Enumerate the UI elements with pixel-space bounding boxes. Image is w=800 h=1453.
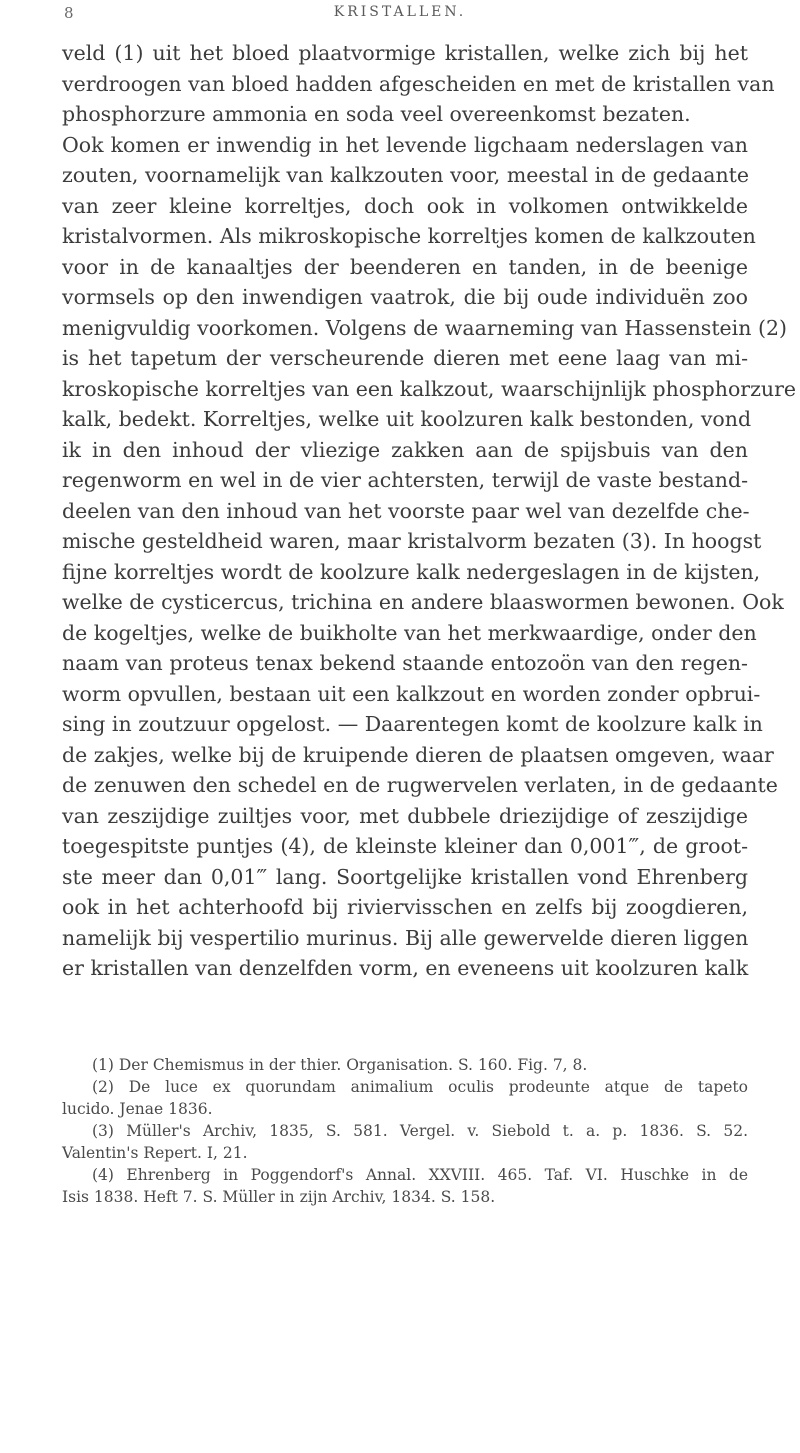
text-line: de kogeltjes, welke de buikholte van het merkwaardige, onder den [62, 620, 757, 645]
text-line: zouten, voornamelijk van kalkzouten voor, meestal in de gedaante [62, 163, 750, 187]
text-line: fijne korreltjes wordt de koolzure kalk nedergeslagen in de kijsten, [62, 559, 761, 584]
text-line: vormsels op den inwendigen vaatrok, die bij oude individuën zoo [62, 285, 748, 309]
text-line: is het tapetum der verscheurende dieren met eene laag van mi- [62, 346, 748, 370]
footnote-line: (2) De luce ex quorundam animalium oculis prodeunte atque de tapeto [92, 1078, 748, 1096]
text-line: voor in de kanaaltjes der beenderen en tanden, in de beenige [62, 254, 748, 279]
footnote-line: (4) Ehrenberg in Poggendorf's Annal. XXVIII. 465. Taf. VI. Huschke in de [92, 1166, 748, 1184]
text-line: mische gesteldheid waren, maar kristalvorm bezaten (3). In hoogst [62, 529, 762, 553]
text-line: Ook komen er inwendig in het levende ligchaam nederslagen van [62, 132, 748, 157]
text-line: de zakjes, welke bij de kruipende dieren de plaatsen omgeven, waar [62, 742, 774, 767]
text-line: ste meer dan 0,01‴ lang. Soortgelijke kristallen vond Ehrenberg [62, 864, 748, 889]
footnote-line: (3) Müller's Archiv, 1835, S. 581. Vergel. v. Siebold t. a. p. 1836. S. 52. [92, 1122, 748, 1140]
text-line: phosphorzure ammonia en soda veel overeenkomst bezaten. [62, 102, 691, 126]
text-line: kristalvormen. Als mikroskopische korreltjes komen de kalkzouten [62, 224, 756, 248]
text-line: verdroogen van bloed hadden afgescheiden en met de kristallen van [62, 71, 775, 96]
text-line: ik in den inhoud der vliezige zakken aan de spijsbuis van den [62, 437, 748, 462]
text-line: van zeszijdige zuiltjes voor, met dubbele driezijdige of zeszijdige [62, 803, 748, 828]
text-line: naam van proteus tenax bekend staande entozoön van den regen- [62, 651, 748, 675]
text-line: kroskopische korreltjes van een kalkzout, waarschijnlijk phosphorzure [62, 376, 797, 401]
footnote-line: lucido. Jenae 1836. [62, 1100, 213, 1118]
footnote-line: Valentin's Repert. I, 21. [62, 1144, 248, 1162]
footnote-line: (1) Der Chemismus in der thier. Organisation. S. 160. Fig. 7, 8. [92, 1056, 588, 1074]
footnote-line: Isis 1838. Heft 7. S. Müller in zijn Archiv, 1834. S. 158. [62, 1188, 496, 1206]
text-line: sing in zoutzuur opgelost. — Daarentegen komt de koolzure kalk in [62, 712, 763, 736]
body-text [62, 38, 797, 984]
text-line: ook in het achterhoofd bij riviervisschen en zelfs bij zoogdieren, [62, 895, 748, 919]
text-line: namelijk bij vespertilio murinus. Bij alle gewervelde dieren liggen [62, 925, 749, 950]
text-line: deelen van den inhoud van het voorste paar wel van dezelfde che- [62, 498, 750, 523]
text-line: er kristallen van denzelfden vorm, en eveneens uit koolzuren kalk [62, 956, 749, 980]
text-line: regenworm en wel in de vier achtersten, terwijl de vaste bestand- [62, 468, 748, 492]
footnotes [62, 1054, 748, 1208]
text-line: van zeer kleine korreltjes, doch ook in volkomen ontwikkelde [62, 193, 748, 218]
page-header [0, 4, 800, 26]
running-title: KRISTALLEN. [333, 4, 467, 20]
text-line: de zenuwen den schedel en de rugwervelen verlaten, in de gedaante [62, 773, 778, 797]
text-line: menigvuldig voorkomen. Volgens de waarneming van Hassenstein (2) [62, 315, 787, 340]
text-line: welke de cysticercus, trichina en andere blaaswormen bewonen. Ook [62, 590, 784, 614]
text-line: toegespitste puntjes (4), de kleinste kleiner dan 0,001‴, de groot- [62, 834, 748, 858]
text-line: veld (1) uit het bloed plaatvormige kristallen, welke zich bij het [62, 41, 748, 65]
text-line: kalk, bedekt. Korreltjes, welke uit koolzuren kalk bestonden, vond [62, 407, 752, 431]
page-number: 8 [64, 4, 74, 22]
text-line: worm opvullen, bestaan uit een kalkzout en worden zonder opbrui- [62, 681, 761, 706]
